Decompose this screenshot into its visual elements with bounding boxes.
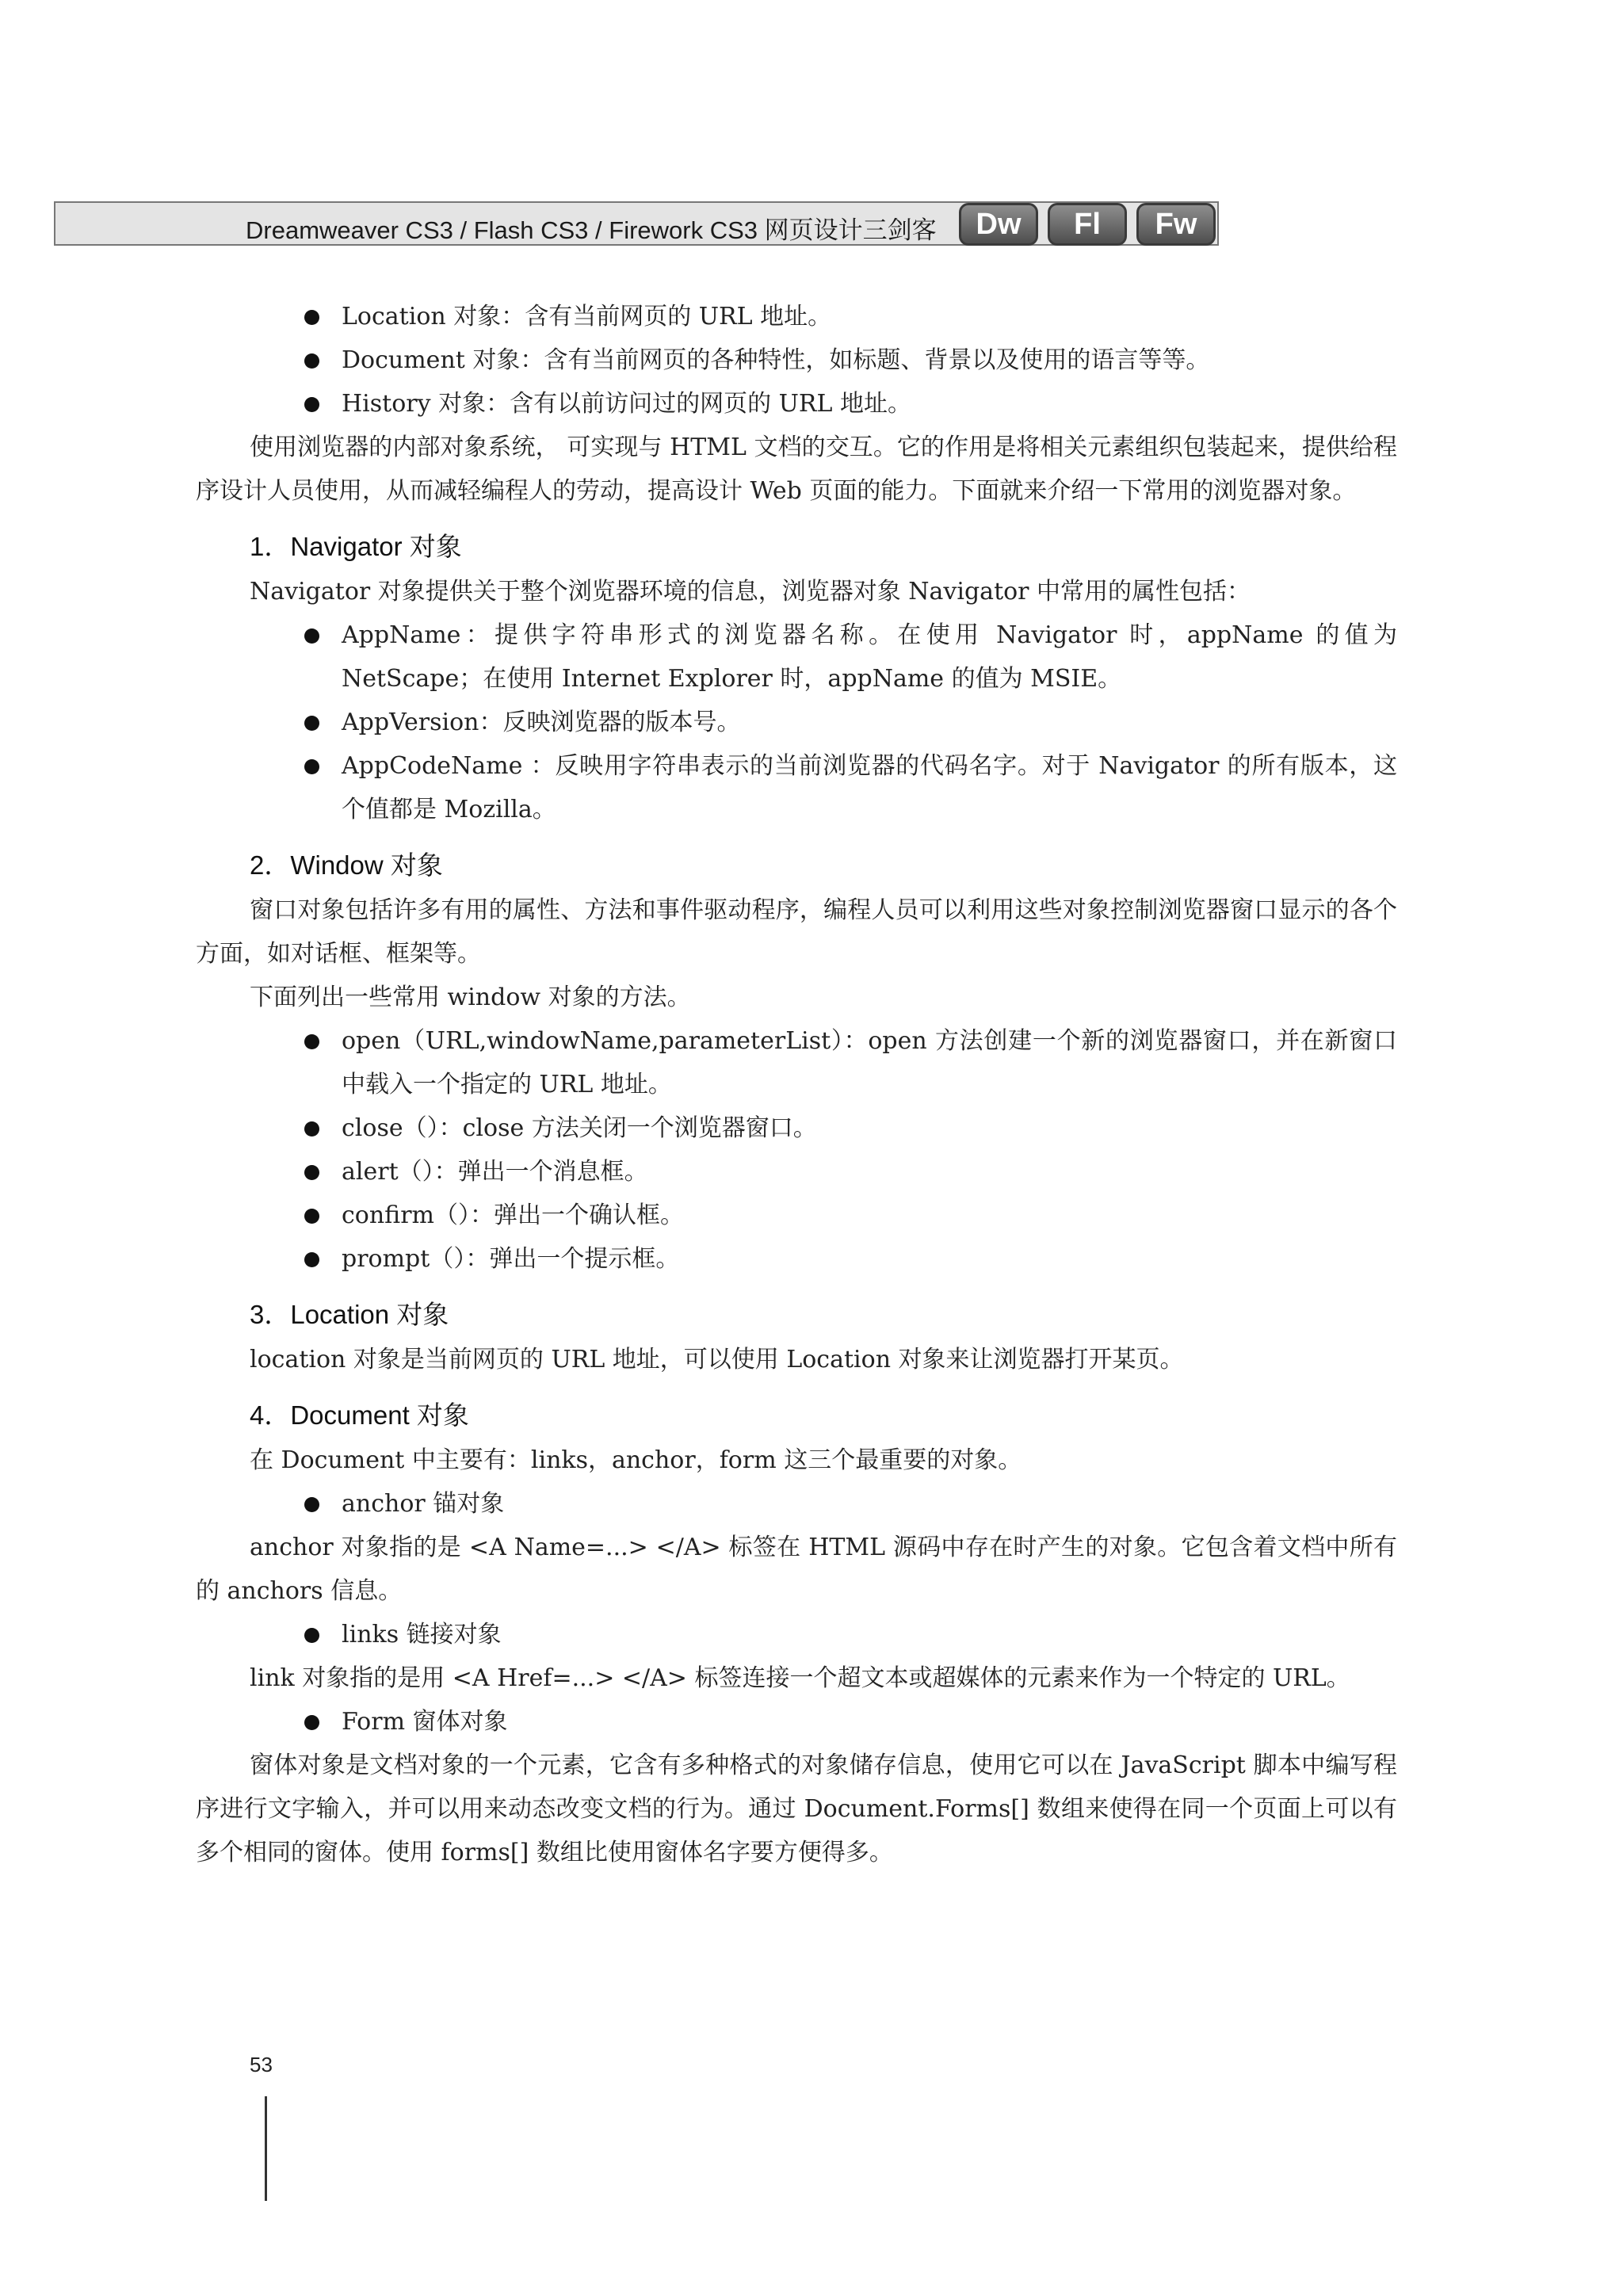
bullet-text: Document 对象：含有当前网页的各种特性，如标题、背景以及使用的语言等等。 [342,346,1210,374]
section-heading-document: 4．Document 对象 [250,1400,469,1430]
list-item [342,338,1397,382]
bullet-icon [304,1497,319,1512]
intro-paragraph: 使用浏览器的内部对象系统， 可实现与 HTML 文档的交互。它的作用是将相关元素组织包装起来，提供给程序设计人员使用，从而减轻编程人的劳动，提高设计 Web 页面的能力。下面就来介绍一下常用的浏览器对象。 [196,434,1397,505]
fw-logo-badge: Fw [1136,203,1216,246]
bullet-icon [304,1121,319,1137]
list-item [342,1194,1397,1237]
bullet-text: links 链接对象 [342,1621,502,1648]
paragraph: 窗体对象是文档对象的一个元素，它含有多种格式的对象储存信息，使用它可以在 JavaScript 脚本中编写程序进行文字输入，并可以用来动态改变文档的行为。通过 Document.Forms[] 数组来使得在同一个页面上可以有多个相同的窗体。使用 forms[] 数组比使用窗体名字要方便得多。 [196,1752,1397,1866]
paragraph: 窗口对象包括许多有用的属性、方法和事件驱动程序，编程人员可以利用这些对象控制浏览器窗口显示的各个方面，如对话框、框架等。 [196,896,1397,968]
bullet-icon [304,1165,319,1180]
fl-logo-badge: Fl [1048,203,1127,246]
bullet-text: close（）：close 方法关闭一个浏览器窗口。 [342,1114,817,1142]
paragraph: link 对象指的是用 <A Href=...> </A> 标签连接一个超文本或超媒体的元素来作为一个特定的 URL。 [250,1664,1350,1692]
paragraph: Navigator 对象提供关于整个浏览器环境的信息，浏览器对象 Navigator 中常用的属性包括： [250,578,1251,606]
bullet-text: Form 窗体对象 [342,1708,508,1736]
list-item [342,1613,1397,1656]
bullet-icon [304,1628,319,1643]
bullet-icon [304,759,319,774]
list-item [342,1700,1397,1744]
page-number: 53 [250,2053,273,2076]
bullet-icon [304,1252,319,1267]
bullet-icon [304,628,319,644]
bullet-icon [304,1034,319,1049]
list-item [342,295,1397,338]
paragraph: 下面列出一些常用 window 对象的方法。 [250,984,691,1011]
bullet-text: AppVersion：反映浏览器的版本号。 [342,709,741,736]
bullet-text: confirm（）：弹出一个确认框。 [342,1201,684,1229]
page-side-rule [265,2096,267,2201]
paragraph: 在 Document 中主要有：links，anchor，form 这三个最重要的对象。 [250,1446,1022,1474]
bullet-text: prompt（）：弹出一个提示框。 [342,1245,680,1273]
bullet-icon [304,716,319,731]
running-header-title: Dreamweaver CS3 / Flash CS3 / Firework CS3 网页设计三剑客 [246,216,937,244]
bullet-text: Location 对象：含有当前网页的 URL 地址。 [342,303,832,330]
list-item [342,1482,1397,1526]
list-item [342,701,1397,744]
list-item [342,613,1397,701]
bullet-text: AppName：提供字符串形式的浏览器名称。在使用 Navigator 时，appName 的值为 NetScape；在使用 Internet Explorer 时，appName 的值为 MSIE。 [342,621,1397,693]
list-item [342,1150,1397,1194]
dw-logo-badge: Dw [959,203,1038,246]
bullet-text: alert（）：弹出一个消息框。 [342,1158,648,1186]
bullet-text: open（URL,windowName,parameterList）：open 方法创建一个新的浏览器窗口，并在新窗口中载入一个指定的 URL 地址。 [342,1027,1397,1098]
list-item [342,1237,1397,1281]
section-heading-navigator: 1．Navigator 对象 [250,532,462,561]
section-heading-window: 2．Window 对象 [250,850,443,880]
bullet-icon [304,353,319,369]
bullet-icon [304,1715,319,1730]
list-item [342,744,1397,831]
bullet-text: anchor 锚对象 [342,1490,505,1518]
bullet-text: AppCodeName ：反映用字符串表示的当前浏览器的代码名字。对于 Navigator 的所有版本，这个值都是 Mozilla。 [342,752,1397,823]
list-item [342,1019,1397,1106]
page-body [196,295,1397,1874]
list-item [342,382,1397,426]
section-heading-location: 3．Location 对象 [250,1300,449,1329]
paragraph: location 对象是当前网页的 URL 地址，可以使用 Location 对象来让浏览器打开某页。 [250,1346,1184,1373]
bullet-icon [304,310,319,325]
bullet-icon [304,397,319,412]
list-item [342,1106,1397,1150]
bullet-icon [304,1209,319,1224]
bullet-text: History 对象：含有以前访问过的网页的 URL 地址。 [342,390,911,418]
paragraph: anchor 对象指的是 <A Name=...> </A> 标签在 HTML 源码中存在时产生的对象。它包含着文档中所有的 anchors 信息。 [196,1534,1397,1605]
